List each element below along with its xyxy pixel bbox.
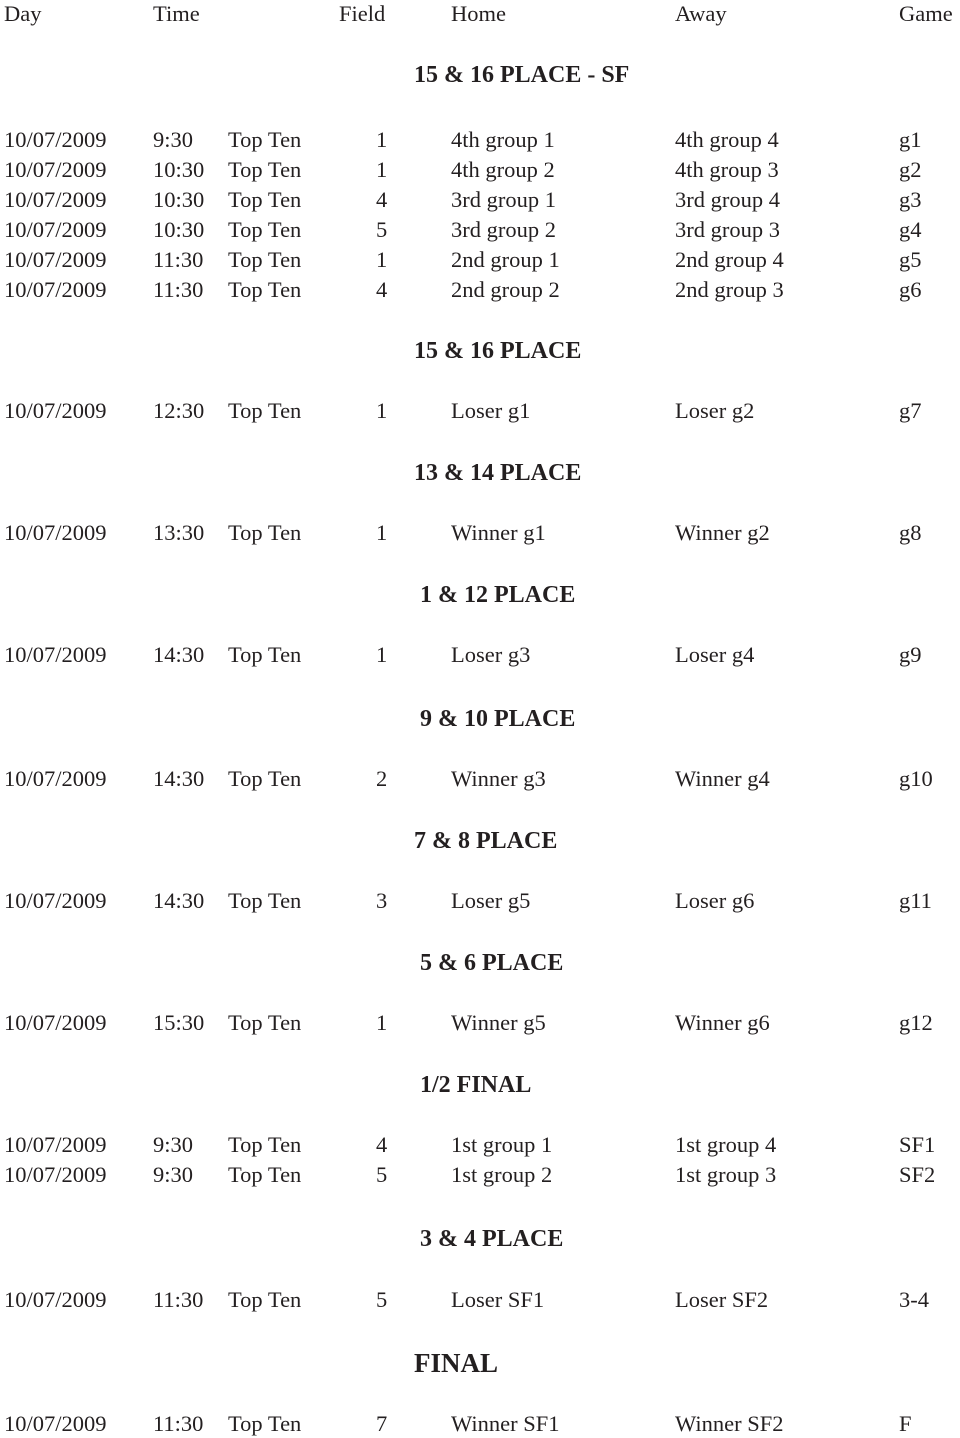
match-location: Top Ten	[228, 1010, 302, 1035]
match-game: g7	[899, 398, 922, 423]
match-day: 10/07/2009	[4, 1132, 107, 1157]
match-row	[0, 216, 960, 244]
match-row	[0, 1161, 960, 1189]
match-day: 10/07/2009	[4, 1010, 107, 1035]
match-time: 11:30	[153, 277, 204, 302]
match-location: Top Ten	[228, 187, 302, 212]
match-row	[0, 887, 960, 915]
section-title: 5 & 6 PLACE	[420, 950, 564, 976]
match-day: 10/07/2009	[4, 277, 107, 302]
match-field: 1	[376, 127, 388, 152]
header-field: Field	[339, 1, 386, 26]
header-away: Away	[675, 1, 727, 26]
match-home: 4th group 2	[451, 157, 555, 182]
header-game: Game	[899, 1, 953, 26]
section-title: 15 & 16 PLACE	[414, 338, 582, 364]
match-row	[0, 126, 960, 154]
match-field: 5	[376, 1162, 388, 1187]
match-away: 4th group 3	[675, 157, 779, 182]
match-time: 15:30	[153, 1010, 205, 1035]
section-title: 9 & 10 PLACE	[420, 706, 576, 732]
match-location: Top Ten	[228, 1132, 302, 1157]
match-day: 10/07/2009	[4, 888, 107, 913]
match-away: Winner g6	[675, 1010, 770, 1035]
match-field: 3	[376, 888, 388, 913]
match-away: Loser SF2	[675, 1287, 769, 1312]
match-day: 10/07/2009	[4, 217, 107, 242]
match-home: 2nd group 1	[451, 247, 560, 272]
match-game: g6	[899, 277, 922, 302]
match-home: 2nd group 2	[451, 277, 560, 302]
match-row	[0, 276, 960, 304]
match-day: 10/07/2009	[4, 1411, 107, 1436]
section-title: 15 & 16 PLACE - SF	[414, 62, 630, 88]
match-home: 3rd group 2	[451, 217, 556, 242]
match-home: Winner g5	[451, 1010, 546, 1035]
match-row	[0, 1131, 960, 1159]
match-game: g12	[899, 1010, 933, 1035]
match-away: 3rd group 3	[675, 217, 780, 242]
match-time: 11:30	[153, 1287, 204, 1312]
match-time: 12:30	[153, 398, 205, 423]
match-location: Top Ten	[228, 766, 302, 791]
match-time: 10:30	[153, 187, 205, 212]
match-time: 10:30	[153, 157, 205, 182]
match-game: 3-4	[899, 1287, 929, 1312]
match-field: 1	[376, 1010, 388, 1035]
match-time: 14:30	[153, 642, 205, 667]
match-location: Top Ten	[228, 1411, 302, 1436]
match-time: 10:30	[153, 217, 205, 242]
header-home: Home	[451, 1, 506, 26]
match-away: Winner g2	[675, 520, 770, 545]
match-away: 1st group 4	[675, 1132, 777, 1157]
match-row	[0, 186, 960, 214]
match-home: Loser g1	[451, 398, 531, 423]
match-away: 2nd group 4	[675, 247, 784, 272]
match-field: 2	[376, 766, 388, 791]
match-day: 10/07/2009	[4, 642, 107, 667]
match-away: 4th group 4	[675, 127, 779, 152]
header-day: Day	[4, 1, 42, 26]
match-time: 13:30	[153, 520, 205, 545]
match-time: 11:30	[153, 247, 204, 272]
match-day: 10/07/2009	[4, 247, 107, 272]
match-game: g8	[899, 520, 922, 545]
match-game: g4	[899, 217, 922, 242]
header-time: Time	[153, 1, 200, 26]
match-day: 10/07/2009	[4, 520, 107, 545]
match-row	[0, 156, 960, 184]
match-location: Top Ten	[228, 398, 302, 423]
match-game: g1	[899, 127, 922, 152]
match-row	[0, 641, 960, 669]
match-field: 1	[376, 247, 388, 272]
match-location: Top Ten	[228, 1287, 302, 1312]
match-game: F	[899, 1411, 912, 1436]
match-field: 4	[376, 187, 388, 212]
section-title: 1/2 FINAL	[420, 1072, 532, 1098]
section-title: 13 & 14 PLACE	[414, 460, 582, 486]
match-away: Loser g4	[675, 642, 755, 667]
match-game: g5	[899, 247, 922, 272]
section-title: 1 & 12 PLACE	[420, 582, 576, 608]
match-home: 1st group 2	[451, 1162, 553, 1187]
match-location: Top Ten	[228, 127, 302, 152]
match-away: Winner g4	[675, 766, 770, 791]
match-game: g2	[899, 157, 922, 182]
match-away: Loser g6	[675, 888, 755, 913]
match-row	[0, 765, 960, 793]
match-away: 1st group 3	[675, 1162, 777, 1187]
match-game: g11	[899, 888, 932, 913]
column-header-row	[0, 0, 960, 28]
match-game: g9	[899, 642, 922, 667]
match-field: 4	[376, 1132, 388, 1157]
match-home: 3rd group 1	[451, 187, 556, 212]
match-home: 1st group 1	[451, 1132, 553, 1157]
match-time: 9:30	[153, 1132, 194, 1157]
section-title: FINAL	[414, 1348, 499, 1378]
match-day: 10/07/2009	[4, 187, 107, 212]
match-location: Top Ten	[228, 277, 302, 302]
match-location: Top Ten	[228, 520, 302, 545]
match-home: Loser g3	[451, 642, 531, 667]
match-location: Top Ten	[228, 1162, 302, 1187]
match-location: Top Ten	[228, 157, 302, 182]
match-time: 9:30	[153, 127, 194, 152]
match-field: 4	[376, 277, 388, 302]
match-time: 14:30	[153, 888, 205, 913]
match-field: 5	[376, 1287, 388, 1312]
match-home: Winner g1	[451, 520, 546, 545]
match-field: 5	[376, 217, 388, 242]
match-day: 10/07/2009	[4, 1287, 107, 1312]
match-time: 11:30	[153, 1411, 204, 1436]
match-time: 14:30	[153, 766, 205, 791]
match-game: SF1	[899, 1132, 936, 1157]
match-location: Top Ten	[228, 642, 302, 667]
match-away: 2nd group 3	[675, 277, 784, 302]
match-day: 10/07/2009	[4, 398, 107, 423]
match-away: Loser g2	[675, 398, 755, 423]
match-game: SF2	[899, 1162, 936, 1187]
match-day: 10/07/2009	[4, 1162, 107, 1187]
section-title: 7 & 8 PLACE	[414, 828, 558, 854]
match-home: 4th group 1	[451, 127, 555, 152]
match-row	[0, 1009, 960, 1037]
match-time: 9:30	[153, 1162, 194, 1187]
match-row	[0, 1286, 960, 1314]
match-location: Top Ten	[228, 247, 302, 272]
match-row	[0, 1410, 960, 1438]
match-day: 10/07/2009	[4, 766, 107, 791]
match-home: Loser SF1	[451, 1287, 545, 1312]
match-field: 7	[376, 1411, 388, 1436]
match-row	[0, 246, 960, 274]
match-game: g10	[899, 766, 933, 791]
match-home: Winner SF1	[451, 1411, 560, 1436]
match-home: Loser g5	[451, 888, 531, 913]
match-game: g3	[899, 187, 922, 212]
match-day: 10/07/2009	[4, 157, 107, 182]
match-home: Winner g3	[451, 766, 546, 791]
match-field: 1	[376, 642, 388, 667]
match-field: 1	[376, 157, 388, 182]
match-row	[0, 397, 960, 425]
match-away: 3rd group 4	[675, 187, 780, 212]
match-away: Winner SF2	[675, 1411, 784, 1436]
match-row	[0, 519, 960, 547]
match-day: 10/07/2009	[4, 127, 107, 152]
section-title: 3 & 4 PLACE	[420, 1226, 564, 1252]
match-location: Top Ten	[228, 217, 302, 242]
match-field: 1	[376, 520, 388, 545]
match-location: Top Ten	[228, 888, 302, 913]
match-field: 1	[376, 398, 388, 423]
